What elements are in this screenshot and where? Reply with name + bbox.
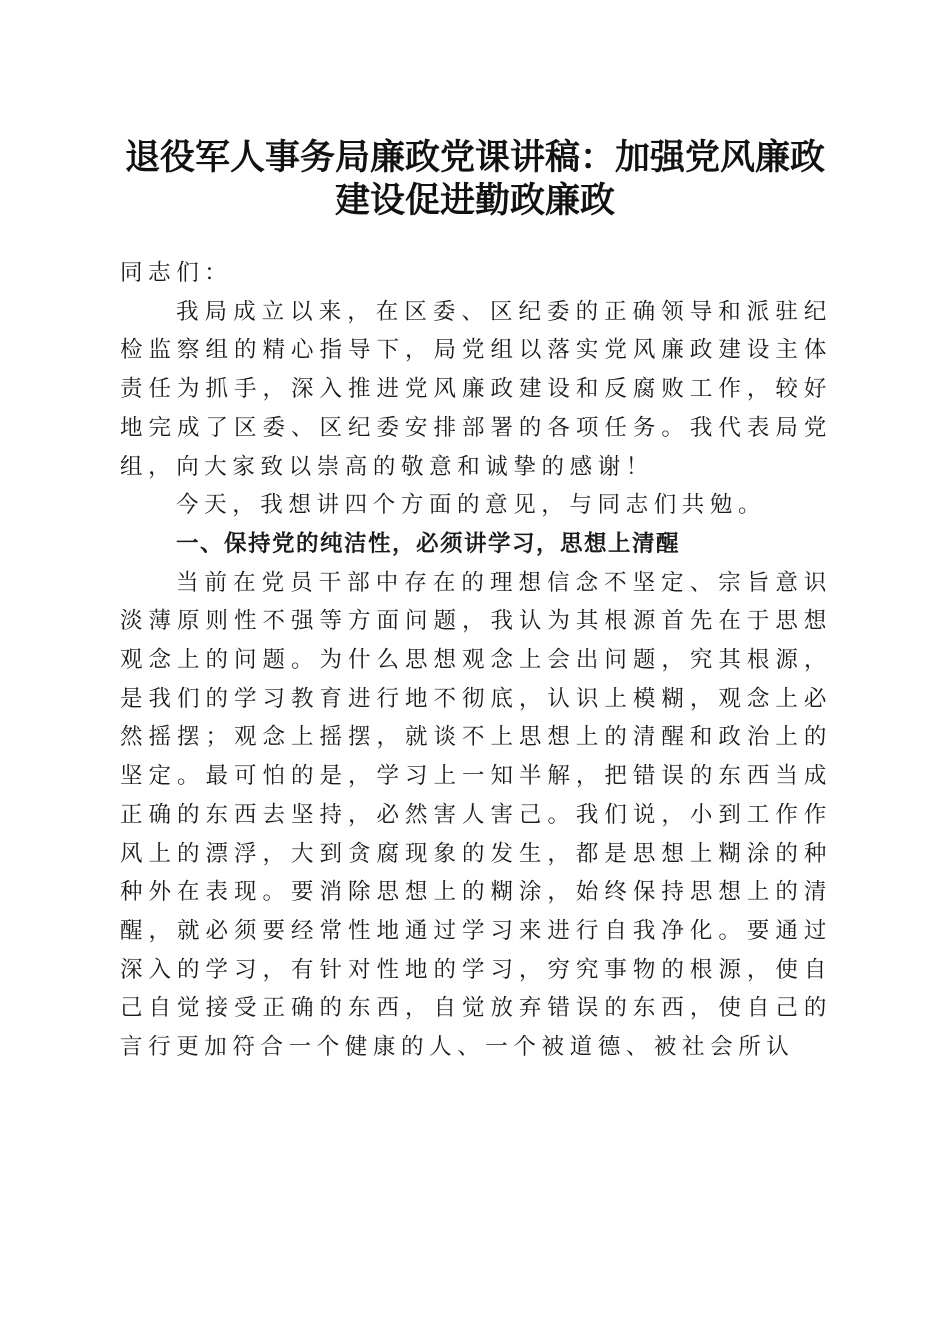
title-line-1: 退役军人事务局廉政党课讲稿：加强党风廉政	[124, 137, 825, 178]
paragraph-section1: 当前在党员干部中存在的理想信念不坚定、宗旨意识淡薄原则性不强等方面问题，我认为其根源首先在于思想观念上的问题。为什么思想观念上会出问题，究其根源，是我们的学习教育进行地不彻底，认识上模糊，观念上必然摇摆；观念上摇摆，就谈不上思想上的清醒和政治上的坚定。最可怕的是，学习上一知半解，把错误的东西当成正确的东西去坚持，必然害人害己。我们说，小到工作作风上的漂浮，大到贪腐现象的发生，都是思想上糊涂的种种外在表现。要消除思想上的糊涂，始终保持思想上的清醒，就必须要经常性地通过学习来进行自我净化。要通过深入的学习，有针对性地的学习，穷究事物的根源，使自己自觉接受正确的东西，自觉放弃错误的东西，使自己的言行更加符合一个健康的人、一个被道德、被社会所认	[120, 569, 832, 1061]
paragraph-intro: 我局成立以来，在区委、区纪委的正确领导和派驻纪检监察组的精心指导下，局党组以落实党风廉政建设主体责任为抓手，深入推进党风廉政建设和反腐败工作，较好地完成了区委、区纪委安排部署的各项任务。我代表局党组，向大家致以崇高的敬意和诚挚的感谢！	[120, 298, 832, 480]
title-line-2: 建设促进勤政廉政	[334, 180, 615, 221]
section-heading-1: 一、保持党的纯洁性，必须讲学习，思想上清醒	[176, 530, 681, 557]
paragraph-agenda: 今天，我想讲四个方面的意见，与同志们共勉。	[176, 492, 767, 519]
salutation: 同志们：	[120, 260, 233, 286]
document-body	[120, 254, 832, 1067]
document-title	[100, 136, 850, 222]
